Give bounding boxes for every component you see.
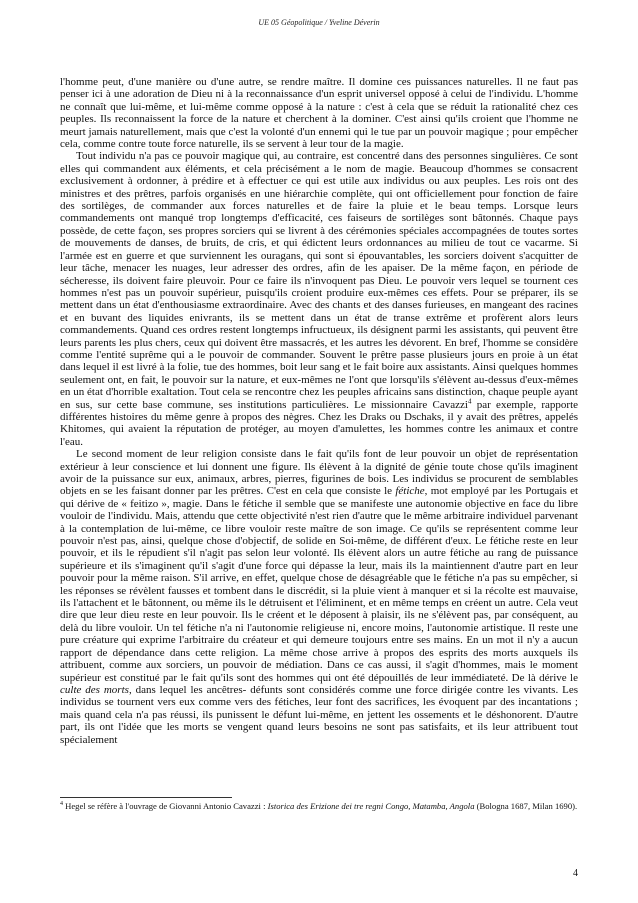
footnote-title: Istorica des Erizione dei tre regni Congo, Matamba, Angola [267,801,475,811]
term-culte-des-morts: culte des morts [60,683,129,696]
paragraph-2 [60,150,578,448]
footnote-reference[interactable]: 4 [467,396,472,405]
footnote-separator [60,797,232,798]
paragraph-3-part-c: , dans lequel les ancêtres- défunts sont considérés comme une force dirigée contre les vivants. Les individus se tournent vers eux comme vers des fétiches, leur font des sacrifices, les évoquent par des incantations ; mais quand cela n'a pas réussi, ils punissent le défunt lui-même, en jettent les ossements et le déshonorent. D'autre part, ils ont l'idée que les morts se vengent quand leurs besoins ne sont pas satisfaits, et ils leur attribuent tout spécialement [60,683,578,746]
body-text [60,76,578,746]
paragraph-3 [60,448,578,746]
footnote-text-a: Hegel se réfère à l'ouvrage de Giovanni Antonio Cavazzi : [63,801,268,811]
paragraph-3-part-a: Le second moment de leur religion consiste dans le fait qu'ils font de leur pouvoir un objet de représentation extérieur à leur conscience et lui donnent une figure. Ils élèvent à la dignité de génie toute chose qu'ils imaginent avoir de la puissance sur eux, animaux, arbres, pierres, figurines de bois. Les individus se procurent de semblables objets en se les faisant donner par les prêtres. C'est en cela que consiste le [60,448,578,498]
paragraph-1: l'homme peut, d'une manière ou d'une autre, se rendre maître. Il domine ces puissances naturelles. Il ne faut pas penser ici à une adoration de Dieu ni à la reconnaissance d'un esprit universel opposé à celui de l'individu. L'homme ne connaît que lui-même, et lui-même comme opposé à la nature : c'est à cela que se réduit la rationalité chez ces peuples. Ils reconnaissent la force de la nature et cherchent à la dominer. C'est ainsi qu'ils croient que l'homme ne meurt jamais naturellement, mais que c'est la volonté d'un ennemi qui le tue par un pouvoir magique ; pour empêcher cela, comme contre toute force naturelle, ils se servent à leur tour de la magie. [60,76,578,151]
footnote [60,800,578,813]
page-header: UE 05 Géopolitique / Yveline Déverin [258,18,380,27]
term-fetiche: fétiche [395,485,425,498]
paragraph-2-part-b: par exemple, rapporte différentes histoires du même genre à propos des nègres. Chez les Draks ou Dschaks, il y avait des prêtres, appelés Khitomes, qui avaient la réputation de protéger, au moyen d'amulettes, les hommes contre les animaux et contre l'eau. [60,398,579,448]
footnote-marker: 4 [60,801,63,808]
paragraph-2-part-a: Tout individu n'a pas ce pouvoir magique qui, au contraire, est concentré dans des personnes singulières. Ce sont elles qui commandent aux éléments, et cela précisément a le nom de magie. Beaucoup d'hommes se consacrent exclusivement à ordonner, à prédire et à effectuer ce qui est utile aux individus ou aux peuples. Les rois ont des ministres et des prêtres, parfois organisés en une hiérarchie complète, qui ont officiellement pour fonction de faire des sortilèges, de commander aux forces naturelles et de faire la pluie et le beau temps. Lorsque leurs commandements ont manqué trop longtemps d'efficacité, ces faiseurs de sortilèges sont bâtonnés. Chaque pays possède, de cette façon, ses propres sorciers qui se livrent à des cérémonies spéciales accompagnées de toutes sortes de mouvements de danses, de bruits, de cris, et qui édictent leurs ordonnances au milieu de tout ce vacarme. Si l'armée est en guerre et que surviennent les ouragans, qui sont si épouvantables, les sorciers doivent s'acquitter de leur tâche, menacer les nuages, leur adresser des ordres, afin de les apaiser. De la même façon, en période de sécheresse, ils doivent faire pleuvoir. Pour ce faire ils n'invoquent pas Dieu. Le pouvoir vers lequel se tournent ces hommes n'est pas un pouvoir supérieur, puisqu'ils croient produire eux-mêmes ces effets. Pour se préparer, ils se mettent dans un état d'enthousiasme extraordinaire. Avec des chants et des danses furieuses, en mangeant des racines et en buvant des liquides enivrants, ils se mettent dans un état de transe extrême et profèrent alors leurs commandements. Quand ces ordres restent longtemps infructueux, ils désignent parmi les assistants, qui peuvent être leurs parents les plus chers, ceux qui doivent être massacrés, et les autres les dévorent. En bref, l'homme se considère comme l'entité suprême qui a le pouvoir de commander. Souvent le prêtre passe plusieurs jours en proie à un état dans lequel il est livré à la folie, tue des hommes, boit leur sang et le fait boire aux assistants. Ainsi quelques hommes seulement ont, en fait, le pouvoir sur la nature, et eux-mêmes ne l'ont que lorsqu'ils s'élèvent au-dessus d'eux-mêmes en un état d'horrible exaltation. Tout cela se rencontre chez les peuples africains sans distinction, chaque peuple ayant en sus, sur cette base commune, ses institutions particulières. Le missionnaire Cavazzi [60,150,578,411]
paragraph-3-part-b: , mot employé par les Portugais et qui dérive de « feitizo », magie. Dans le fétiche il semble que se manifeste une autonomie objective en face du libre vouloir de l'individu. Mais, attendu que cette objectivité n'est rien d'autre que le même arbitraire individuel parvenant à la contemplation de lui-même, ce libre vouloir reste maître de son image. Ce qu'ils se représentent comme leur pouvoir n'est pas, ainsi, quelque chose d'objectif, de solide en Soi-même, de différent d'eux. Le fétiche reste en leur pouvoir, et ils le répudient s'il n'agit pas selon leur volonté. Ils élèvent alors un autre fétiche au rang de puissance supérieure et ils s'imaginent qu'il s'agit d'une force qui dépasse la leur, mais ils la maintiennent d'autre part en leur pouvoir pour la même raison. S'il arrive, en effet, quelque chose de désagréable que le fétiche n'a pas su empêcher, si les réponses se révèlent fausses et tombent dans le discrédit, si la pluie vient à manquer et si la récolte est mauvaise, ils l'attachent et le bâtonnent, ou même ils le détruisent et l'éliminent, et en même temps en créent un autre. Cela veut dire que leur dieu reste en leur pouvoir. Ils le créent et le déposent à plaisir, ils ne s'élèvent pas, par conséquent, au delà du libre vouloir. Un tel fétiche n'a ni l'autonomie religieuse ni, encore moins, l'autonomie artistique. Il reste une pure créature qui exprime l'arbitraire du créateur et qui demeure toujours entre ses mains. En un mot il n'y a aucun rapport de dépendance dans cette religion. La même chose arrive à propos des esprits des morts auxquels ils attribuent, comme aux sorciers, un pouvoir de médiation. Dans ce cas aussi, il s'agit d'hommes, mais le moment supérieur est constitué par le fait qu'ils sont des hommes qui ont été dépouillés de leur immédiateté. De là dérive le [60,485,579,684]
page-number: 4 [573,868,578,879]
footnote-text-b: (Bologna 1687, Milan 1690). [474,801,578,811]
